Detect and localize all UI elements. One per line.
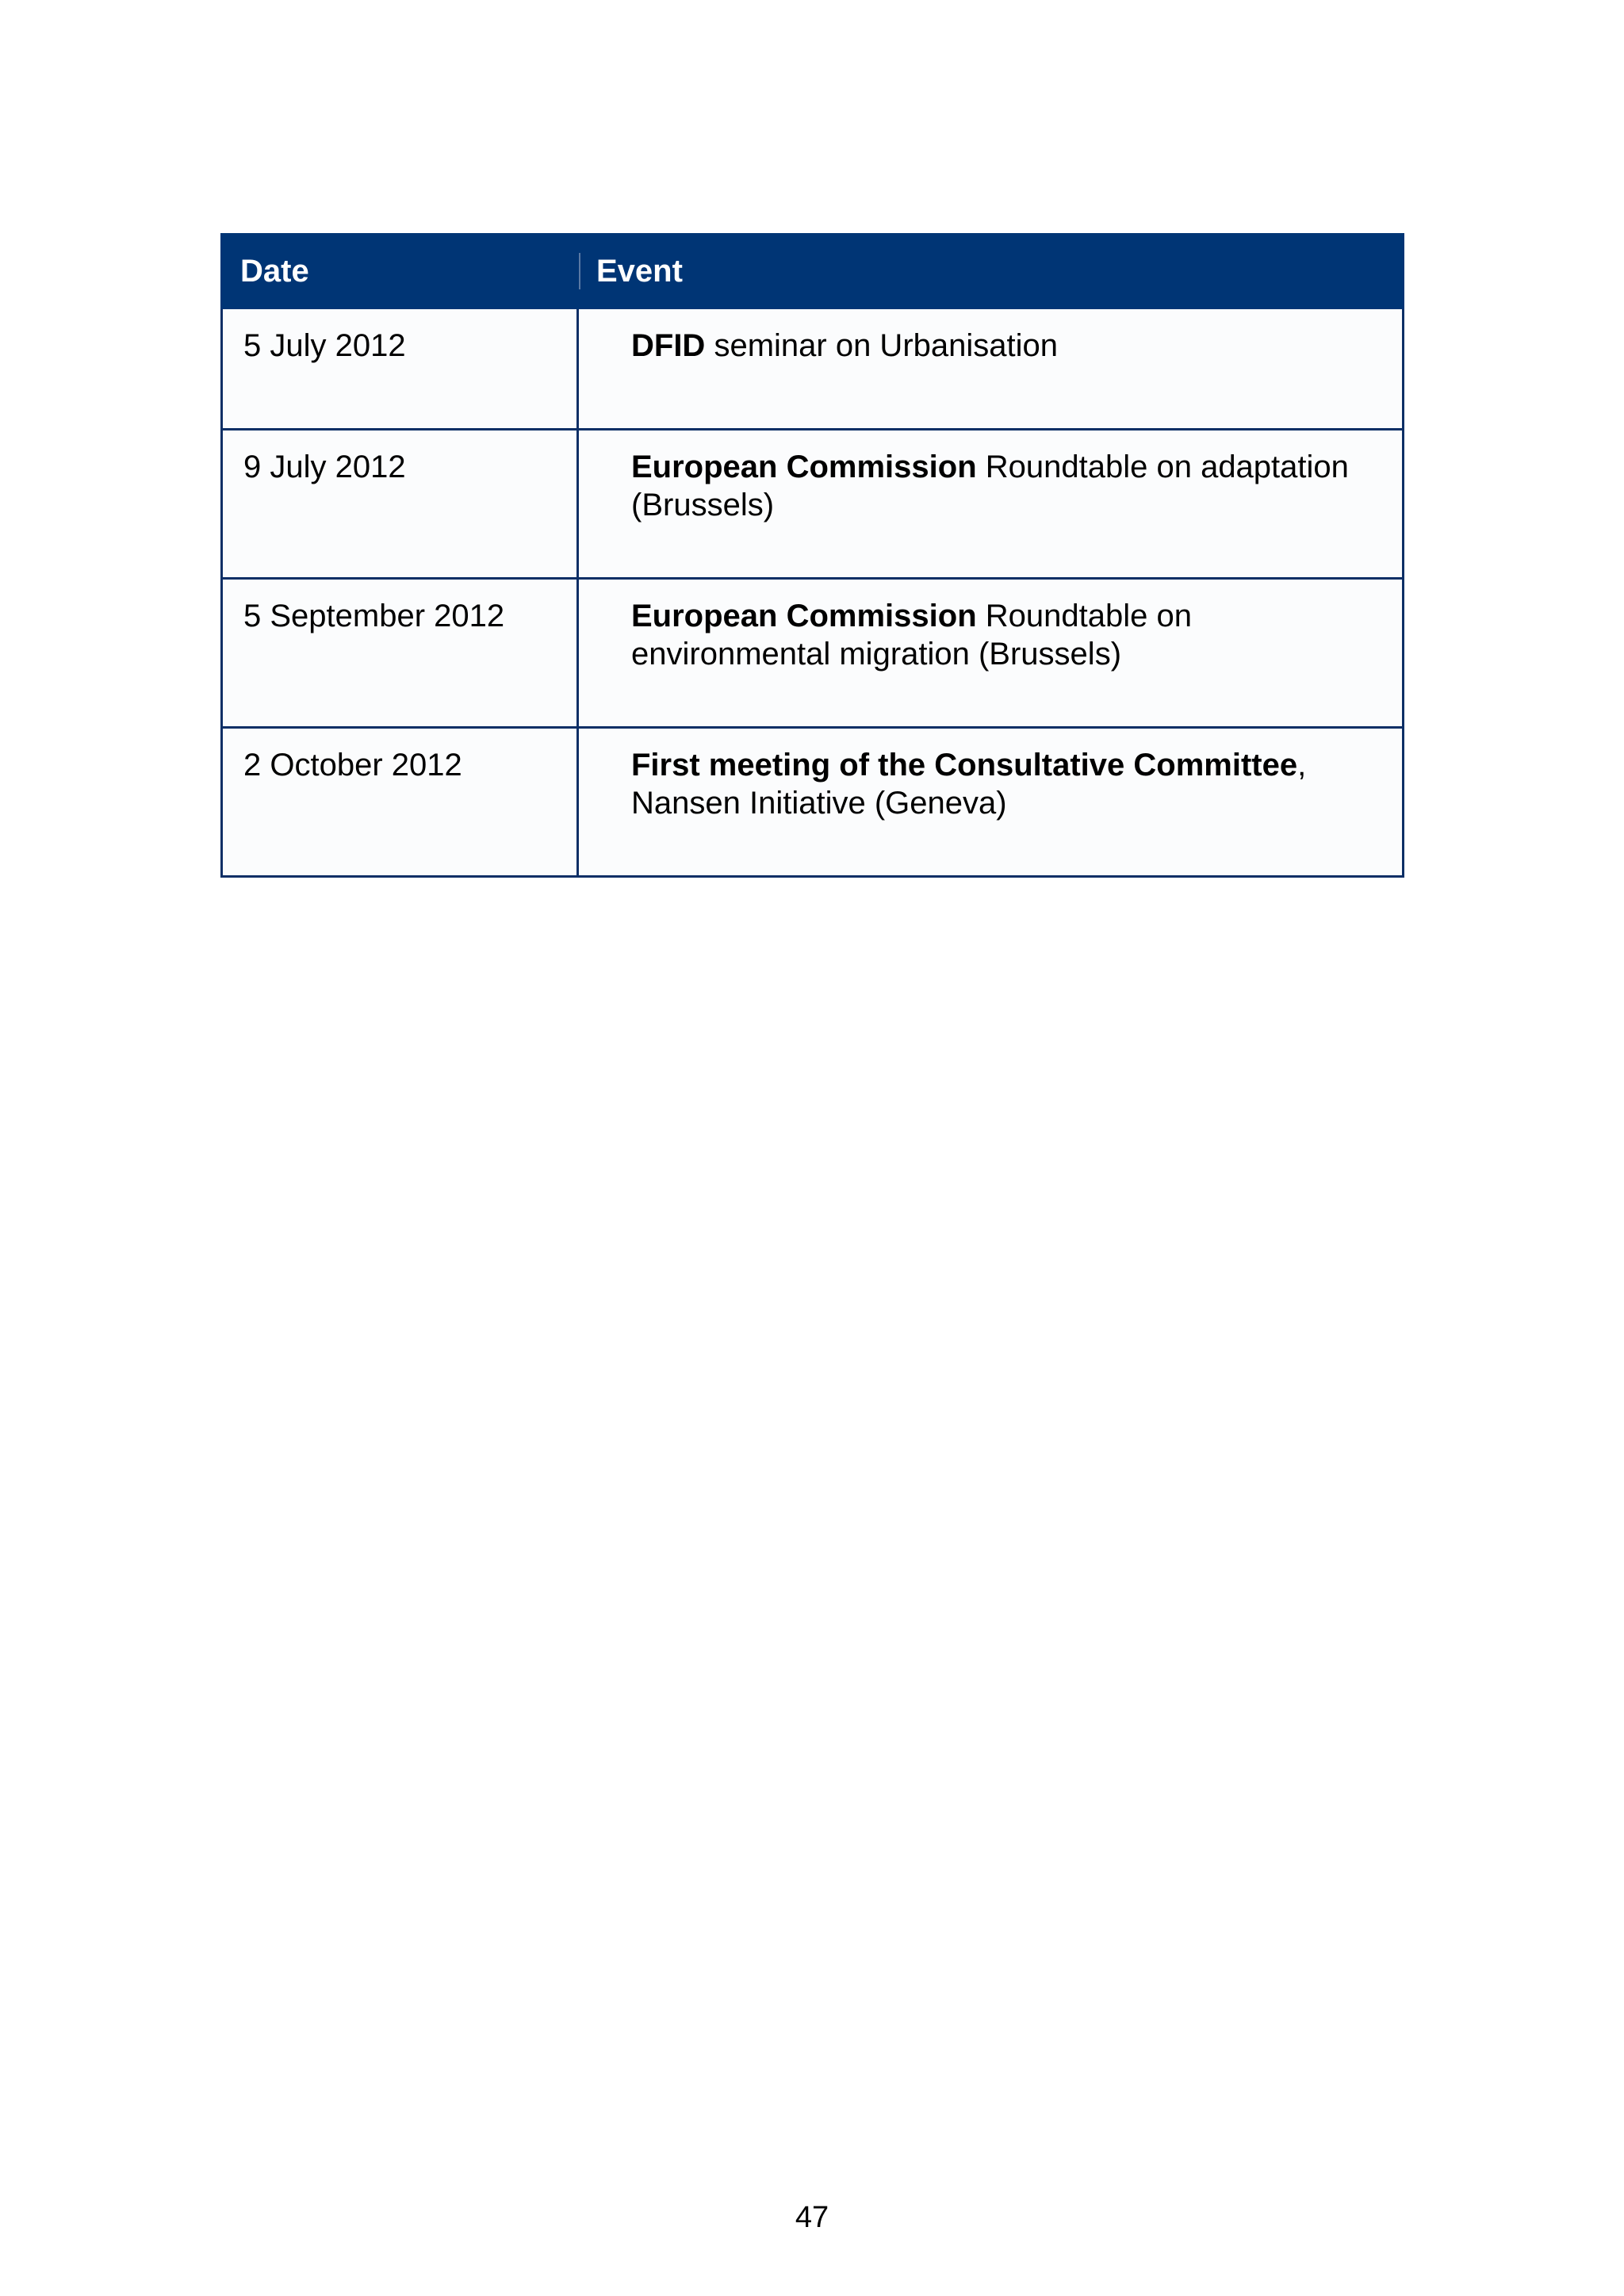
event-cell <box>578 430 1404 579</box>
page-number: 47 <box>795 2201 829 2234</box>
event-organizer: European Commission <box>631 450 977 484</box>
table-row <box>222 308 1404 430</box>
date-cell: 5 September 2012 <box>222 579 578 728</box>
date-cell: 9 July 2012 <box>222 430 578 579</box>
date-column-header: Date <box>222 235 578 308</box>
event-description: , Nansen Initiative (Geneva) <box>631 748 1307 821</box>
table-row <box>222 430 1404 579</box>
events-table <box>220 233 1404 878</box>
table-header-row <box>222 235 1404 308</box>
event-cell <box>578 728 1404 877</box>
event-description: Roundtable on adaptation (Brussels) <box>631 450 1349 522</box>
table-row <box>222 579 1404 728</box>
event-description: Roundtable on environmental migration (Brussels) <box>631 599 1192 672</box>
date-cell: 2 October 2012 <box>222 728 578 877</box>
event-organizer: First meeting of the Consultative Committee <box>631 748 1298 783</box>
event-column-header: Event <box>578 235 1404 308</box>
event-organizer: European Commission <box>631 599 977 633</box>
event-organizer: DFID <box>631 328 706 363</box>
event-description: seminar on Urbanisation <box>705 328 1058 363</box>
event-cell <box>578 579 1404 728</box>
date-cell: 5 July 2012 <box>222 308 578 430</box>
table-row <box>222 728 1404 877</box>
event-cell <box>578 308 1404 430</box>
